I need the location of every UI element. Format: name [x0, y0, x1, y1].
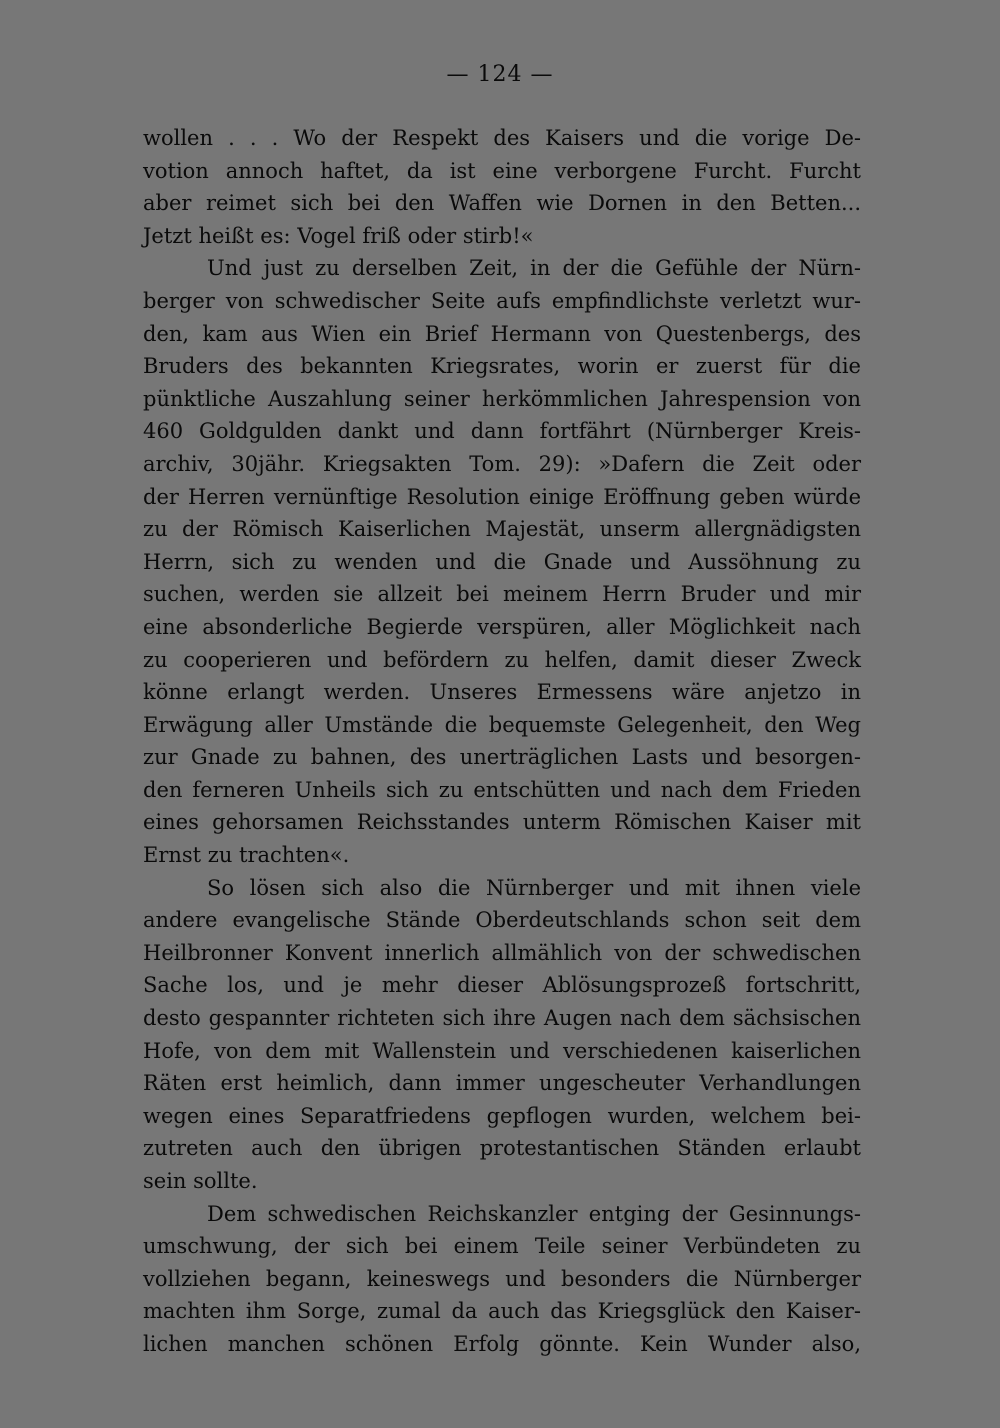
text-line: 460 Goldgulden dankt und dann fortfährt (Nürnberger Kreis- [143, 419, 861, 444]
text-line: berger von schwedischer Seite aufs empfindlichste verletzt wur- [143, 288, 861, 313]
text-line: den ferneren Unheils sich zu entschütten und nach dem Frieden [143, 777, 861, 802]
text-line: Erwägung aller Umstände die bequemste Gelegenheit, den Weg [143, 712, 861, 737]
text-line: Hofe, von dem mit Wallenstein und verschiedenen kaiserlichen [143, 1038, 861, 1063]
text-line: votion annoch haftet, da ist eine verborgene Furcht. Furcht [143, 158, 861, 183]
body-text [143, 122, 861, 1361]
text-line: wegen eines Separatfriedens gepflogen wurden, welchem bei- [143, 1103, 861, 1128]
text-line: desto gespannter richteten sich ihre Augen nach dem sächsischen [143, 1006, 861, 1031]
text-line: könne erlangt werden. Unseres Ermessens wäre anjetzo in [143, 680, 861, 705]
text-line: Jetzt heißt es: Vogel friß oder stirb!« [143, 223, 534, 248]
text-line: Ernst zu trachten«. [143, 843, 350, 868]
text-line: archiv, 30jähr. Kriegsakten Tom. 29): »Dafern die Zeit oder [143, 451, 861, 476]
text-line: Dem schwedischen Reichskanzler entging der Gesinnungs- [207, 1201, 861, 1226]
text-line: Und just zu derselben Zeit, in der die Gefühle der Nürn- [207, 256, 861, 281]
text-line: umschwung, der sich bei einem Teile seiner Verbündeten zu [143, 1234, 861, 1259]
text-line: zutreten auch den übrigen protestantischen Ständen erlaubt [143, 1136, 861, 1161]
text-line: andere evangelische Stände Oberdeutschlands schon seit dem [143, 908, 861, 933]
text-line: Bruders des bekannten Kriegsrates, worin er zuerst für die [143, 354, 861, 379]
text-line: vollziehen begann, keineswegs und besonders die Nürnberger [143, 1266, 861, 1291]
text-line: lichen manchen schönen Erfolg gönnte. Kein Wunder also, [143, 1331, 861, 1356]
text-line: machten ihm Sorge, zumal da auch das Kriegsglück den Kaiser- [143, 1299, 861, 1324]
text-line: suchen, werden sie allzeit bei meinem Herrn Bruder und mir [143, 582, 861, 607]
text-line: zu der Römisch Kaiserlichen Majestät, unserm allergnädigsten [143, 517, 861, 542]
text-line: zur Gnade zu bahnen, des unerträglichen Lasts und besorgen- [143, 745, 861, 770]
text-line: aber reimet sich bei den Waffen wie Dornen in den Betten... [143, 191, 861, 216]
text-line: sein sollte. [143, 1169, 258, 1193]
text-line: Heilbronner Konvent innerlich allmählich von der schwedischen [143, 940, 861, 965]
text-line: Herrn, sich zu wenden und die Gnade und Aussöhnung zu [143, 549, 861, 574]
text-line: So lösen sich also die Nürnberger und mit ihnen viele [207, 875, 861, 900]
text-line: eine absonderliche Begierde verspüren, aller Möglichkeit nach [143, 614, 861, 639]
text-line: den, kam aus Wien ein Brief Hermann von Questenbergs, des [143, 321, 861, 346]
text-line: zu cooperieren und befördern zu helfen, damit dieser Zweck [143, 647, 861, 672]
text-line: pünktliche Auszahlung seiner herkömmlichen Jahrespension von [143, 386, 861, 411]
text-line: Räten erst heimlich, dann immer ungescheuter Verhandlungen [143, 1071, 861, 1096]
text-line: eines gehorsamen Reichsstandes unterm Römischen Kaiser mit [143, 810, 861, 835]
page-number-header: — 124 — [446, 62, 554, 87]
text-line: der Herren vernünftige Resolution einige Eröffnung geben würde [143, 484, 861, 509]
text-line: Sache los, und je mehr dieser Ablösungsprozeß fortschritt, [143, 973, 861, 998]
text-line: wollen . . . Wo der Respekt des Kaisers und die vorige De- [143, 126, 861, 150]
